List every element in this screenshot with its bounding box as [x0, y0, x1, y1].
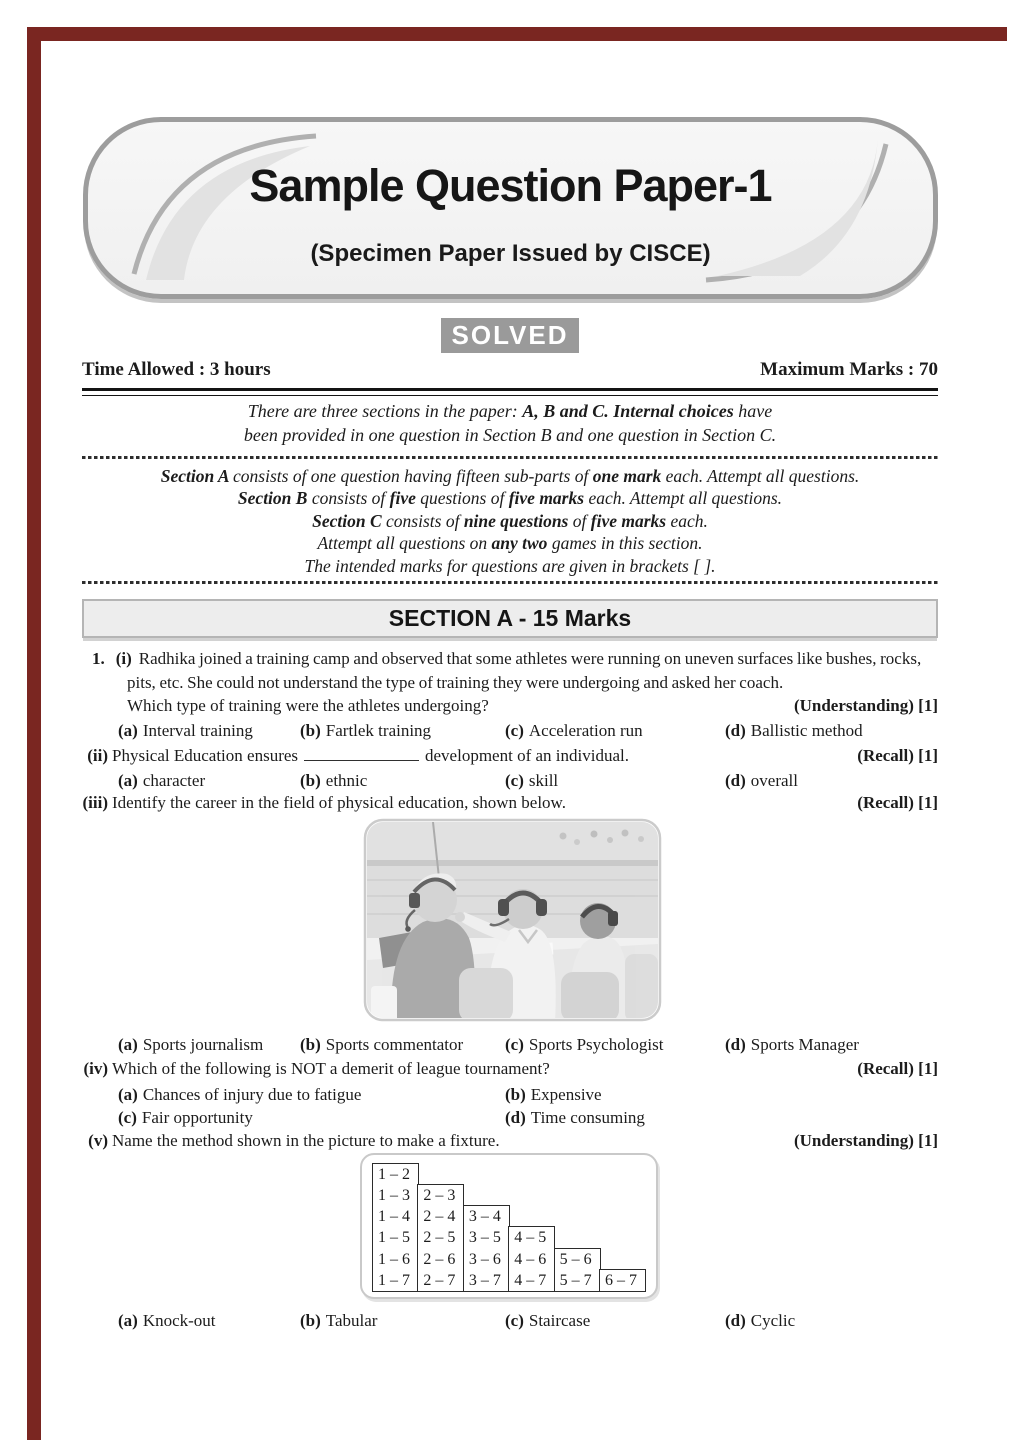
option-d: (d) Sports Manager [725, 1035, 859, 1054]
part-marker: (ii) [87, 746, 108, 765]
marks-tag: (Understanding) [1] [793, 1131, 938, 1150]
fixture-match-cell: 1 – 4 [378, 1208, 410, 1226]
option-d: (d) Time consuming [505, 1108, 645, 1127]
option-c: (c) Sports Psychologist [505, 1035, 664, 1054]
question-1-part-iv [82, 1057, 938, 1130]
fixture-match-cell: 1 – 2 [378, 1165, 410, 1183]
paper-subtitle: (Specimen Paper Issued by CISCE) [310, 240, 711, 267]
meta-row [82, 359, 938, 381]
fixture-match-cell: 2 – 4 [423, 1208, 456, 1226]
solved-badge: SOLVED [441, 318, 579, 353]
option-a: (a) Interval training [118, 720, 253, 740]
question-scenario [92, 647, 938, 694]
option-d: (d) overall [725, 770, 798, 790]
paper-preamble [82, 399, 938, 447]
question-1-part-i [82, 647, 938, 742]
maximum-marks-label: Maximum Marks : 70 [760, 359, 938, 380]
fixture-column [554, 1248, 601, 1292]
fixture-match-cell: 4 – 7 [514, 1271, 547, 1289]
instruction-line: Section C consists of nine questions of five marks each. [312, 510, 708, 531]
option-a: (a) Chances of injury due to fatigue [118, 1084, 362, 1104]
instruction-line: Section B consists of five questions of five marks each. Attempt all questions. [237, 488, 783, 509]
option-b: (b) ethnic [300, 770, 368, 790]
fixture-match-cell: 2 – 7 [423, 1271, 456, 1289]
question-line [82, 791, 938, 815]
fixture-match-cell: 4 – 5 [514, 1229, 547, 1247]
part-marker: (iv) [83, 1059, 108, 1078]
fixture-column [599, 1269, 646, 1292]
fixture-match-cell: 4 – 6 [514, 1250, 547, 1268]
time-allowed-label: Time Allowed : 3 hours [82, 359, 271, 380]
preamble-line: been provided in one question in Section B and one question in Section C. [243, 425, 777, 445]
paper-title: Sample Question Paper-1 [249, 160, 772, 211]
page-content [82, 0, 938, 1440]
section-a-heading: SECTION A - 15 Marks [82, 599, 938, 638]
fixture-match-cell: 1 – 3 [378, 1187, 410, 1205]
option-c: (c) Acceleration run [505, 720, 643, 740]
option-a: (a) Sports journalism [118, 1035, 264, 1054]
option-c: (c) Staircase [505, 1311, 591, 1330]
fixture-match-cell: 2 – 3 [423, 1187, 456, 1205]
option-b: (b) Fartlek training [300, 720, 432, 740]
fixture-match-cell: 3 – 6 [468, 1250, 501, 1268]
part-marker: (i) [115, 649, 132, 668]
fill-in-blank [304, 746, 419, 761]
option-b: (b) Expensive [505, 1084, 602, 1104]
question-line [88, 1129, 938, 1153]
option-a: (a) character [118, 770, 206, 790]
marks-tag: (Recall) [1] [857, 1059, 938, 1078]
option-c: (c) skill [505, 770, 559, 790]
fixture-match-cell: 1 – 5 [378, 1229, 410, 1247]
option-b: (b) Sports commentator [300, 1035, 464, 1054]
title-banner [83, 117, 938, 299]
section-instructions [82, 465, 938, 577]
instruction-line: Attempt all questions on any two games in this section. [317, 533, 703, 554]
question-1-part-iii [82, 791, 938, 815]
scenario-text: Radhika joined a training camp and observed that some athletes were running on uneven surfaces like bushes, rocks, pits, etc. She could not understand the type of training they were undergoing and asked her coach. [127, 649, 922, 692]
option-a: (a) Knock-out [118, 1311, 216, 1330]
fixture-columns [372, 1163, 656, 1292]
fixture-match-cell: 1 – 6 [378, 1250, 410, 1268]
fixture-staircase-diagram [360, 1153, 658, 1299]
question-1-part-v [82, 1129, 938, 1153]
question-line [83, 1057, 938, 1081]
question-number: 1. [92, 649, 105, 668]
question-text: Identify the career in the field of physical education, shown below. [112, 793, 566, 812]
question-text: Which type of training were the athletes undergoing? [127, 696, 489, 715]
preamble-line: There are three sections in the paper: A, B and C. Internal choices have [247, 401, 773, 421]
instruction-line: The intended marks for questions are given in brackets [ ]. [304, 555, 716, 576]
part-marker: (iii) [82, 793, 108, 812]
question-line [87, 744, 938, 768]
fixture-match-cell: 3 – 4 [468, 1208, 501, 1226]
double-horizontal-rule [82, 388, 938, 396]
fixture-column [463, 1205, 510, 1292]
marks-tag: (Understanding) [1] [793, 696, 938, 715]
fixture-match-cell: 3 – 7 [468, 1271, 501, 1289]
question-line [127, 694, 938, 718]
question-1-part-ii [82, 744, 938, 792]
option-c: (c) Fair opportunity [118, 1108, 253, 1127]
fixture-match-cell: 3 – 5 [468, 1229, 501, 1247]
fixture-match-cell: 6 – 7 [605, 1271, 638, 1289]
option-d: (d) Cyclic [725, 1311, 796, 1330]
option-d: (d) Ballistic method [725, 720, 863, 740]
fixture-column [372, 1163, 419, 1292]
marks-tag: (Recall) [1] [857, 793, 938, 812]
question-text: Name the method shown in the picture to make a fixture. [112, 1131, 500, 1150]
options-row [118, 769, 938, 793]
question-text: Which of the following is NOT a demerit of league tournament? [112, 1059, 550, 1078]
part-marker: (v) [88, 1131, 108, 1150]
fixture-match-cell: 2 – 6 [423, 1250, 456, 1268]
question-1-part-iii-options [118, 1033, 938, 1057]
fixture-column [417, 1184, 464, 1292]
fixture-match-cell: 1 – 7 [378, 1271, 410, 1289]
options-grid [118, 1083, 938, 1130]
question-text: Physical Education ensures development of an individual. [112, 746, 629, 765]
fixture-match-cell: 5 – 6 [559, 1250, 592, 1268]
dashed-divider [82, 581, 938, 584]
options-row [118, 719, 938, 743]
fixture-column [508, 1226, 555, 1292]
dashed-divider [82, 456, 938, 459]
question-1-part-v-options [118, 1309, 938, 1333]
instruction-line: Section A consists of one question having fifteen sub-parts of one mark each. Attempt all questions. [160, 466, 860, 486]
fixture-match-cell: 5 – 7 [559, 1271, 592, 1289]
fixture-match-cell: 2 – 5 [423, 1229, 456, 1247]
marks-tag: (Recall) [1] [857, 746, 938, 765]
option-b: (b) Tabular [300, 1311, 378, 1330]
maroon-left-border [27, 27, 41, 1440]
sports-commentators-photo [363, 818, 662, 1022]
